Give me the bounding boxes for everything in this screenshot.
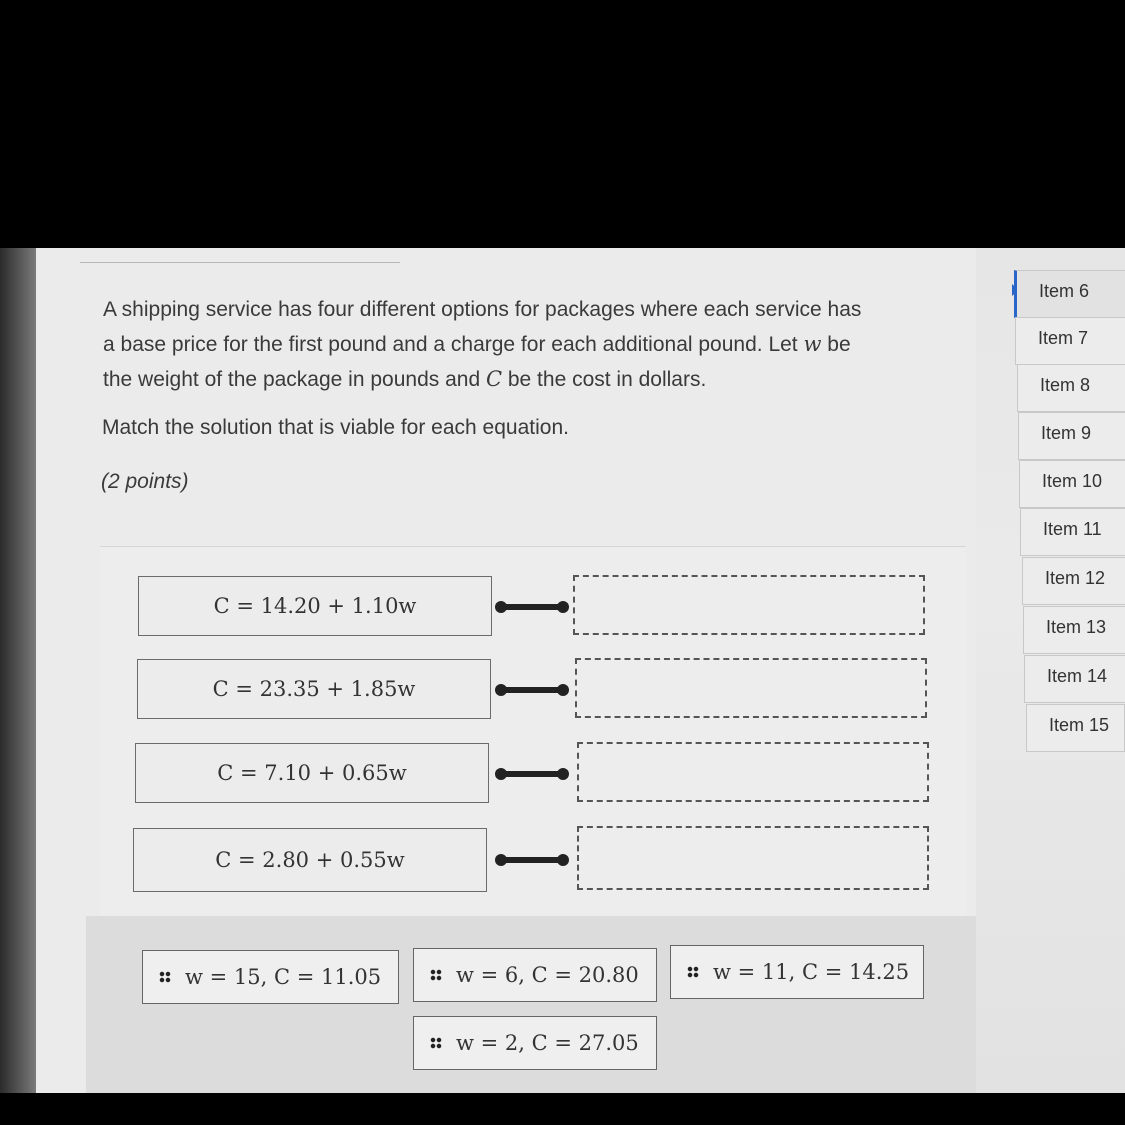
question-text (103, 292, 943, 397)
grip-dots-icon (430, 969, 442, 981)
answer-tile-1[interactable] (142, 950, 399, 1004)
sidebar-item-label: Item 11 (1043, 519, 1102, 539)
question-line-2 (103, 327, 943, 362)
grip-dots-icon (687, 966, 699, 978)
answer-tile-label: w = 11, C = 14.25 (713, 960, 910, 984)
drop-zone-4[interactable] (577, 826, 929, 890)
variable-c: C (485, 367, 503, 391)
equation-label: C = 14.20 + 1.10w (213, 594, 417, 618)
connector-icon (494, 853, 574, 867)
question-line-2-end: be (821, 333, 851, 356)
sidebar-item-label: Item 7 (1038, 328, 1089, 348)
sidebar-item-11[interactable] (1020, 508, 1125, 556)
question-line-1: A shipping service has four different options for packages where each service has (103, 298, 862, 321)
instruction-text: Match the solution that is viable for each equation. (102, 416, 569, 439)
divider (80, 262, 400, 263)
variable-w: w (803, 332, 822, 356)
connector-icon (494, 600, 574, 614)
sidebar-item-8[interactable] (1017, 364, 1125, 412)
equation-box-3 (135, 743, 489, 803)
sidebar-item-7[interactable] (1015, 317, 1125, 365)
sidebar-item-label: Item 8 (1040, 375, 1091, 395)
sidebar-item-label: Item 6 (1039, 281, 1090, 301)
screen-bezel-edge (0, 248, 36, 1093)
answer-tile-3[interactable] (670, 945, 924, 999)
equation-label: C = 23.35 + 1.85w (212, 677, 416, 701)
drop-zone-1[interactable] (573, 575, 925, 635)
equation-box-4 (133, 828, 487, 892)
question-line-2-start: a base price for the first pound and a charge for each additional pound. Let (103, 333, 804, 356)
sidebar-item-10[interactable] (1019, 460, 1125, 508)
answer-tile-label: w = 6, C = 20.80 (456, 963, 639, 987)
connector-icon (494, 767, 574, 781)
sidebar-item-14[interactable] (1024, 655, 1125, 703)
sidebar-item-15[interactable] (1026, 704, 1125, 752)
question-line-3-end: be the cost in dollars. (502, 368, 707, 391)
equation-label: C = 2.80 + 0.55w (215, 848, 405, 872)
sidebar-item-12[interactable] (1022, 557, 1125, 605)
equation-box-1 (138, 576, 492, 636)
points-label: (2 points) (101, 470, 189, 493)
sidebar-item-label: Item 9 (1041, 423, 1092, 443)
item-navigation-sidebar (1010, 270, 1125, 735)
sidebar-item-13[interactable] (1023, 606, 1125, 654)
sidebar-item-label: Item 14 (1047, 666, 1108, 686)
sidebar-item-9[interactable] (1018, 412, 1125, 460)
answer-tile-label: w = 2, C = 27.05 (456, 1031, 639, 1055)
equation-label: C = 7.10 + 0.65w (217, 761, 407, 785)
sidebar-item-6[interactable] (1014, 270, 1125, 318)
answer-tile-label: w = 15, C = 11.05 (185, 965, 382, 989)
drop-zone-2[interactable] (575, 658, 927, 718)
sidebar-item-label: Item 15 (1049, 715, 1110, 735)
drop-zone-3[interactable] (577, 742, 929, 802)
sidebar-item-label: Item 10 (1042, 471, 1103, 491)
sidebar-item-label: Item 13 (1046, 617, 1107, 637)
question-line-3 (103, 362, 943, 397)
sidebar-item-label: Item 12 (1045, 568, 1106, 588)
grip-dots-icon (159, 971, 171, 983)
answer-tile-2[interactable] (413, 948, 657, 1002)
equation-box-2 (137, 659, 491, 719)
connector-icon (494, 683, 574, 697)
grip-dots-icon (430, 1037, 442, 1049)
answer-tile-4[interactable] (413, 1016, 657, 1070)
question-line-3-start: the weight of the package in pounds and (103, 368, 486, 391)
